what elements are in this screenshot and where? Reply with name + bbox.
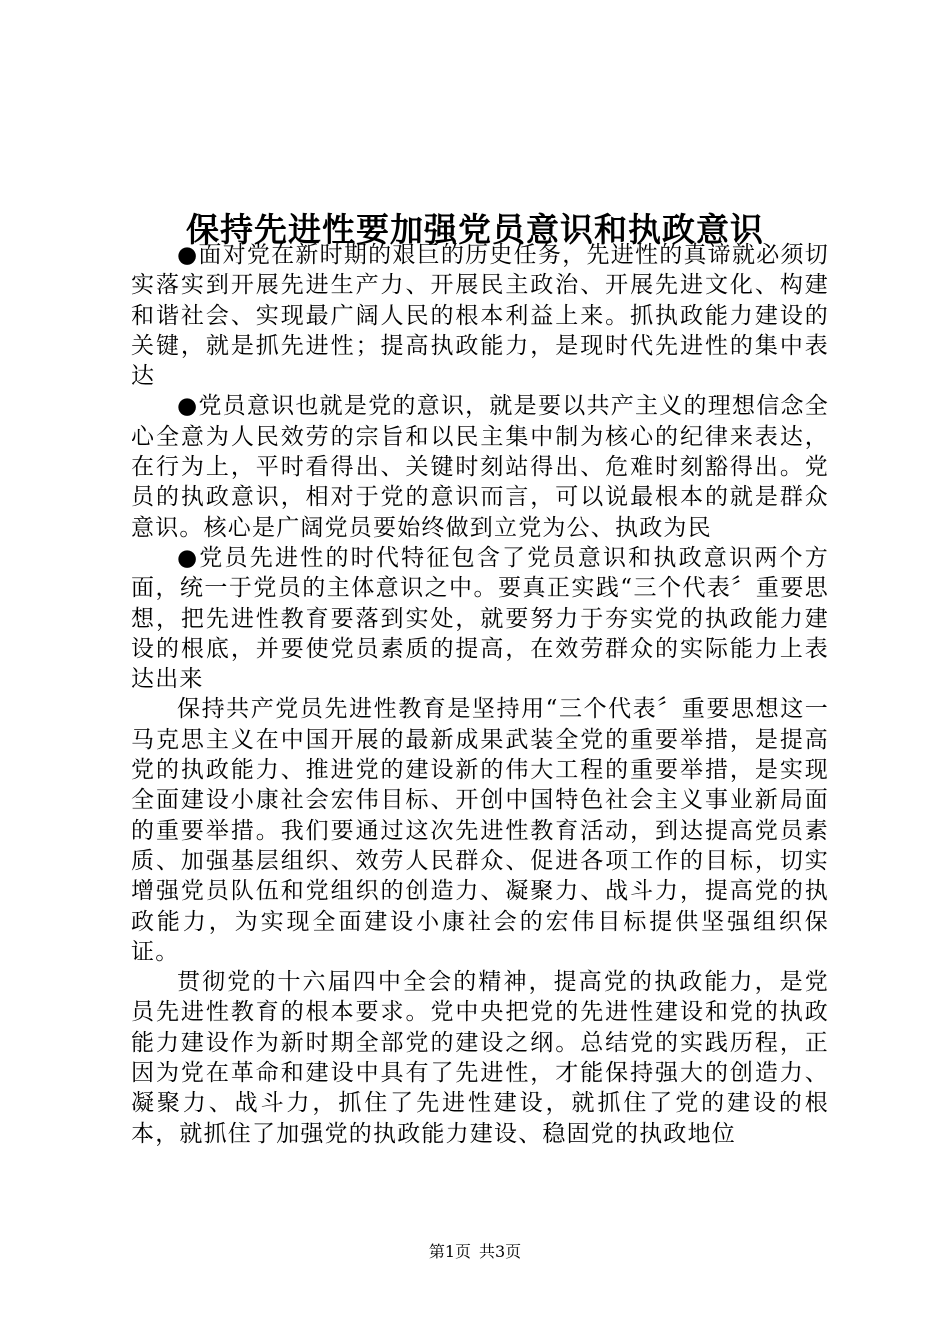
page-footer [0, 1240, 950, 1264]
paragraph: ●党员先进性的时代特征包含了党员意识和执政意识两个方面，统一于党员的主体意识之中。要真正实践“三个代表〞重要思想，把先进性教育要落到实处，就要努力于夯实党的执政能力建设的根底，并要使党员素质的提高，在效劳群众的实际能力上表达出来 [131, 544, 829, 693]
paragraph: 贯彻党的十六届四中全会的精神，提高党的执政能力，是党员先进性教育的根本要求。党中央把党的先进性建设和党的执政能力建设作为新时期全部党的建设之纲。总结党的实践历程，正因为党在革命和建设中具有了先进性，才能保持强大的创造力、凝聚力、战斗力，抓住了先进性建设，就抓住了党的建设的根本，就抓住了加强党的执政能力建设、稳固党的执政地位 [131, 969, 829, 1147]
paragraph: 保持共产党员先进性教育是坚持用“三个代表〞重要思想这一马克思主义在中国开展的最新成果武装全党的重要举措，是提高党的执政能力、推进党的建设新的伟大工程的重要举措，是实现全面建设小康社会宏伟目标、开创中国特色社会主义事业新局面的重要举措。我们要通过这次先进性教育活动，到达提高党员素质、加强基层组织、效劳人民群众、促进各项工作的目标，切实增强党员队伍和党组织的创造力、凝聚力、战斗力，提高党的执政能力，为实现全面建设小康社会的宏伟目标提供坚强组织保证。 [131, 696, 829, 965]
page-total: 共3页 [479, 1242, 522, 1261]
paragraph: ●党员意识也就是党的意识，就是要以共产主义的理想信念全心全意为人民效劳的宗旨和以民主集中制为核心的纪律来表达，在行为上，平时看得出、关键时刻站得出、危难时刻豁得出。党员的执政意识，相对于党的意识而言，可以说最根本的就是群众意识。核心是广阔党员要始终做到立党为公、执政为民 [131, 393, 829, 541]
document-body [131, 240, 829, 1149]
page-number: 第1页 [428, 1242, 471, 1261]
document-title: 保持先进性要加强党员意识和执政意识 [186, 210, 764, 250]
paragraph: ●面对党在新时期的艰巨的历史任务，先进性的真谛就必须切实落实到开展先进生产力、开展民主政治、开展先进文化、构建和谐社会、实现最广阔人民的根本利益上来。抓执政能力建设的关键，就是抓先进性；提高执政能力，是现时代先进性的集中表达 [131, 242, 829, 390]
